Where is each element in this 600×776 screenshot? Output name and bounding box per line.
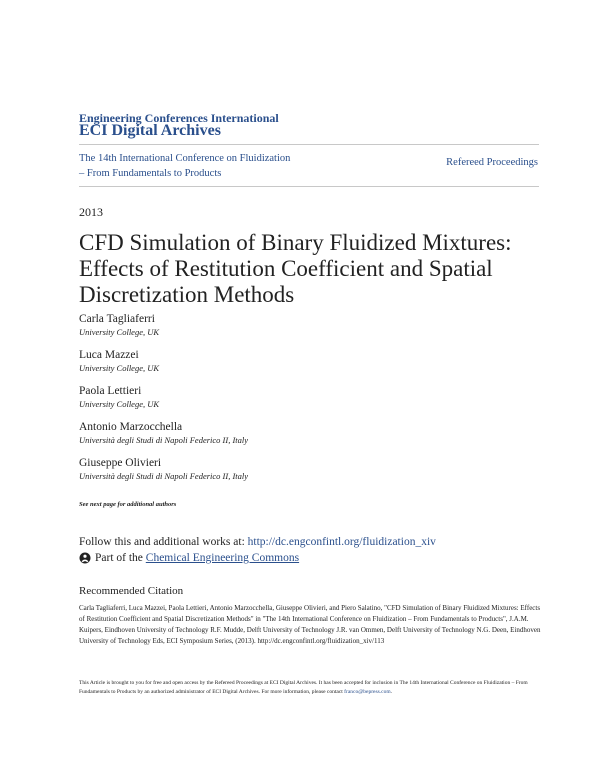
author-entry <box>79 456 539 482</box>
recommended-citation-heading: Recommended Citation <box>79 585 184 597</box>
title-line-3: Discretization Methods <box>79 282 295 307</box>
contact-email-link[interactable]: franco@bepress.com <box>344 689 391 695</box>
collection-url-link[interactable]: http://dc.engconfintl.org/fluidization_xiv <box>247 536 436 548</box>
header-divider <box>79 186 539 187</box>
author-affiliation: University College, UK <box>79 363 160 373</box>
paper-title <box>79 230 539 308</box>
author-list <box>79 312 539 492</box>
author-affiliation: Università degli Studi di Napoli Federico II, Italy <box>79 471 249 481</box>
commons-icon <box>79 552 91 564</box>
access-notice <box>79 679 544 697</box>
conference-line-2: – From Fundamentals to Products <box>79 168 222 179</box>
author-entry <box>79 348 539 374</box>
conference-line-1: The 14th International Conference on Fluidization <box>79 153 291 164</box>
access-notice-text: This Article is brought to you for free and open access by the Refereed Proceedings at ECI Digital Archives. It has been accepted for inclusion in The 14th International Conference on Fluidization – From Fundamentals to Products by an authorized administrator of ECI Digital Archives. For more information, please contact <box>79 680 528 695</box>
access-notice-end: . <box>390 689 392 695</box>
author-affiliation: Università degli Studi di Napoli Federico II, Italy <box>79 435 249 445</box>
organization-name: Engineering Conferences International <box>79 111 279 125</box>
publication-year: 2013 <box>79 205 103 219</box>
author-name: Giuseppe Olivieri <box>79 457 162 469</box>
author-name: Carla Tagliaferri <box>79 313 155 325</box>
chemical-engineering-commons-link[interactable]: Chemical Engineering Commons <box>145 552 300 564</box>
top-divider <box>79 144 539 145</box>
author-entry <box>79 384 539 410</box>
author-affiliation: University College, UK <box>79 327 160 337</box>
follow-prefix: Follow this and additional works at: <box>79 536 248 548</box>
part-of-line <box>79 552 299 564</box>
archive-name[interactable]: ECI Digital Archives <box>79 122 221 139</box>
additional-authors-note: See next page for additional authors <box>79 501 177 508</box>
series-link[interactable]: Refereed Proceedings <box>446 157 538 168</box>
title-line-1: CFD Simulation of Binary Fluidized Mixtures: <box>79 230 512 255</box>
title-line-2: Effects of Restitution Coefficient and Spatial <box>79 256 493 281</box>
author-name: Antonio Marzocchella <box>79 421 183 433</box>
author-name: Luca Mazzei <box>79 349 139 361</box>
author-affiliation: University College, UK <box>79 399 160 409</box>
follow-line <box>79 536 436 548</box>
author-entry <box>79 312 539 338</box>
author-entry <box>79 420 539 446</box>
author-name: Paola Lettieri <box>79 385 142 397</box>
part-of-prefix: Part of the <box>95 552 143 564</box>
conference-link[interactable] <box>79 151 329 181</box>
citation-text: Carla Tagliaferri, Luca Mazzei, Paola Lettieri, Antonio Marzocchella, Giuseppe Olivieri, and Piero Salatino, "CFD Simulation of Binary Fluidized Mixtures: Effects of Restitution Coefficient and Spatial Discretization Methods" in "The 14th International Conference on Fluidization – From Fundamentals to Products", J.A.M. Kuipers, Eindhoven University of Technology R.F. Mudde, Delft University of Technology J.R. van Ommen, Delft University of Technology N.G. Deen, Eindhoven University of Technology Eds, ECI Symposium Series, (2013). http://dc.engconfintl.org/fluidization_xiv/113 <box>79 604 541 645</box>
